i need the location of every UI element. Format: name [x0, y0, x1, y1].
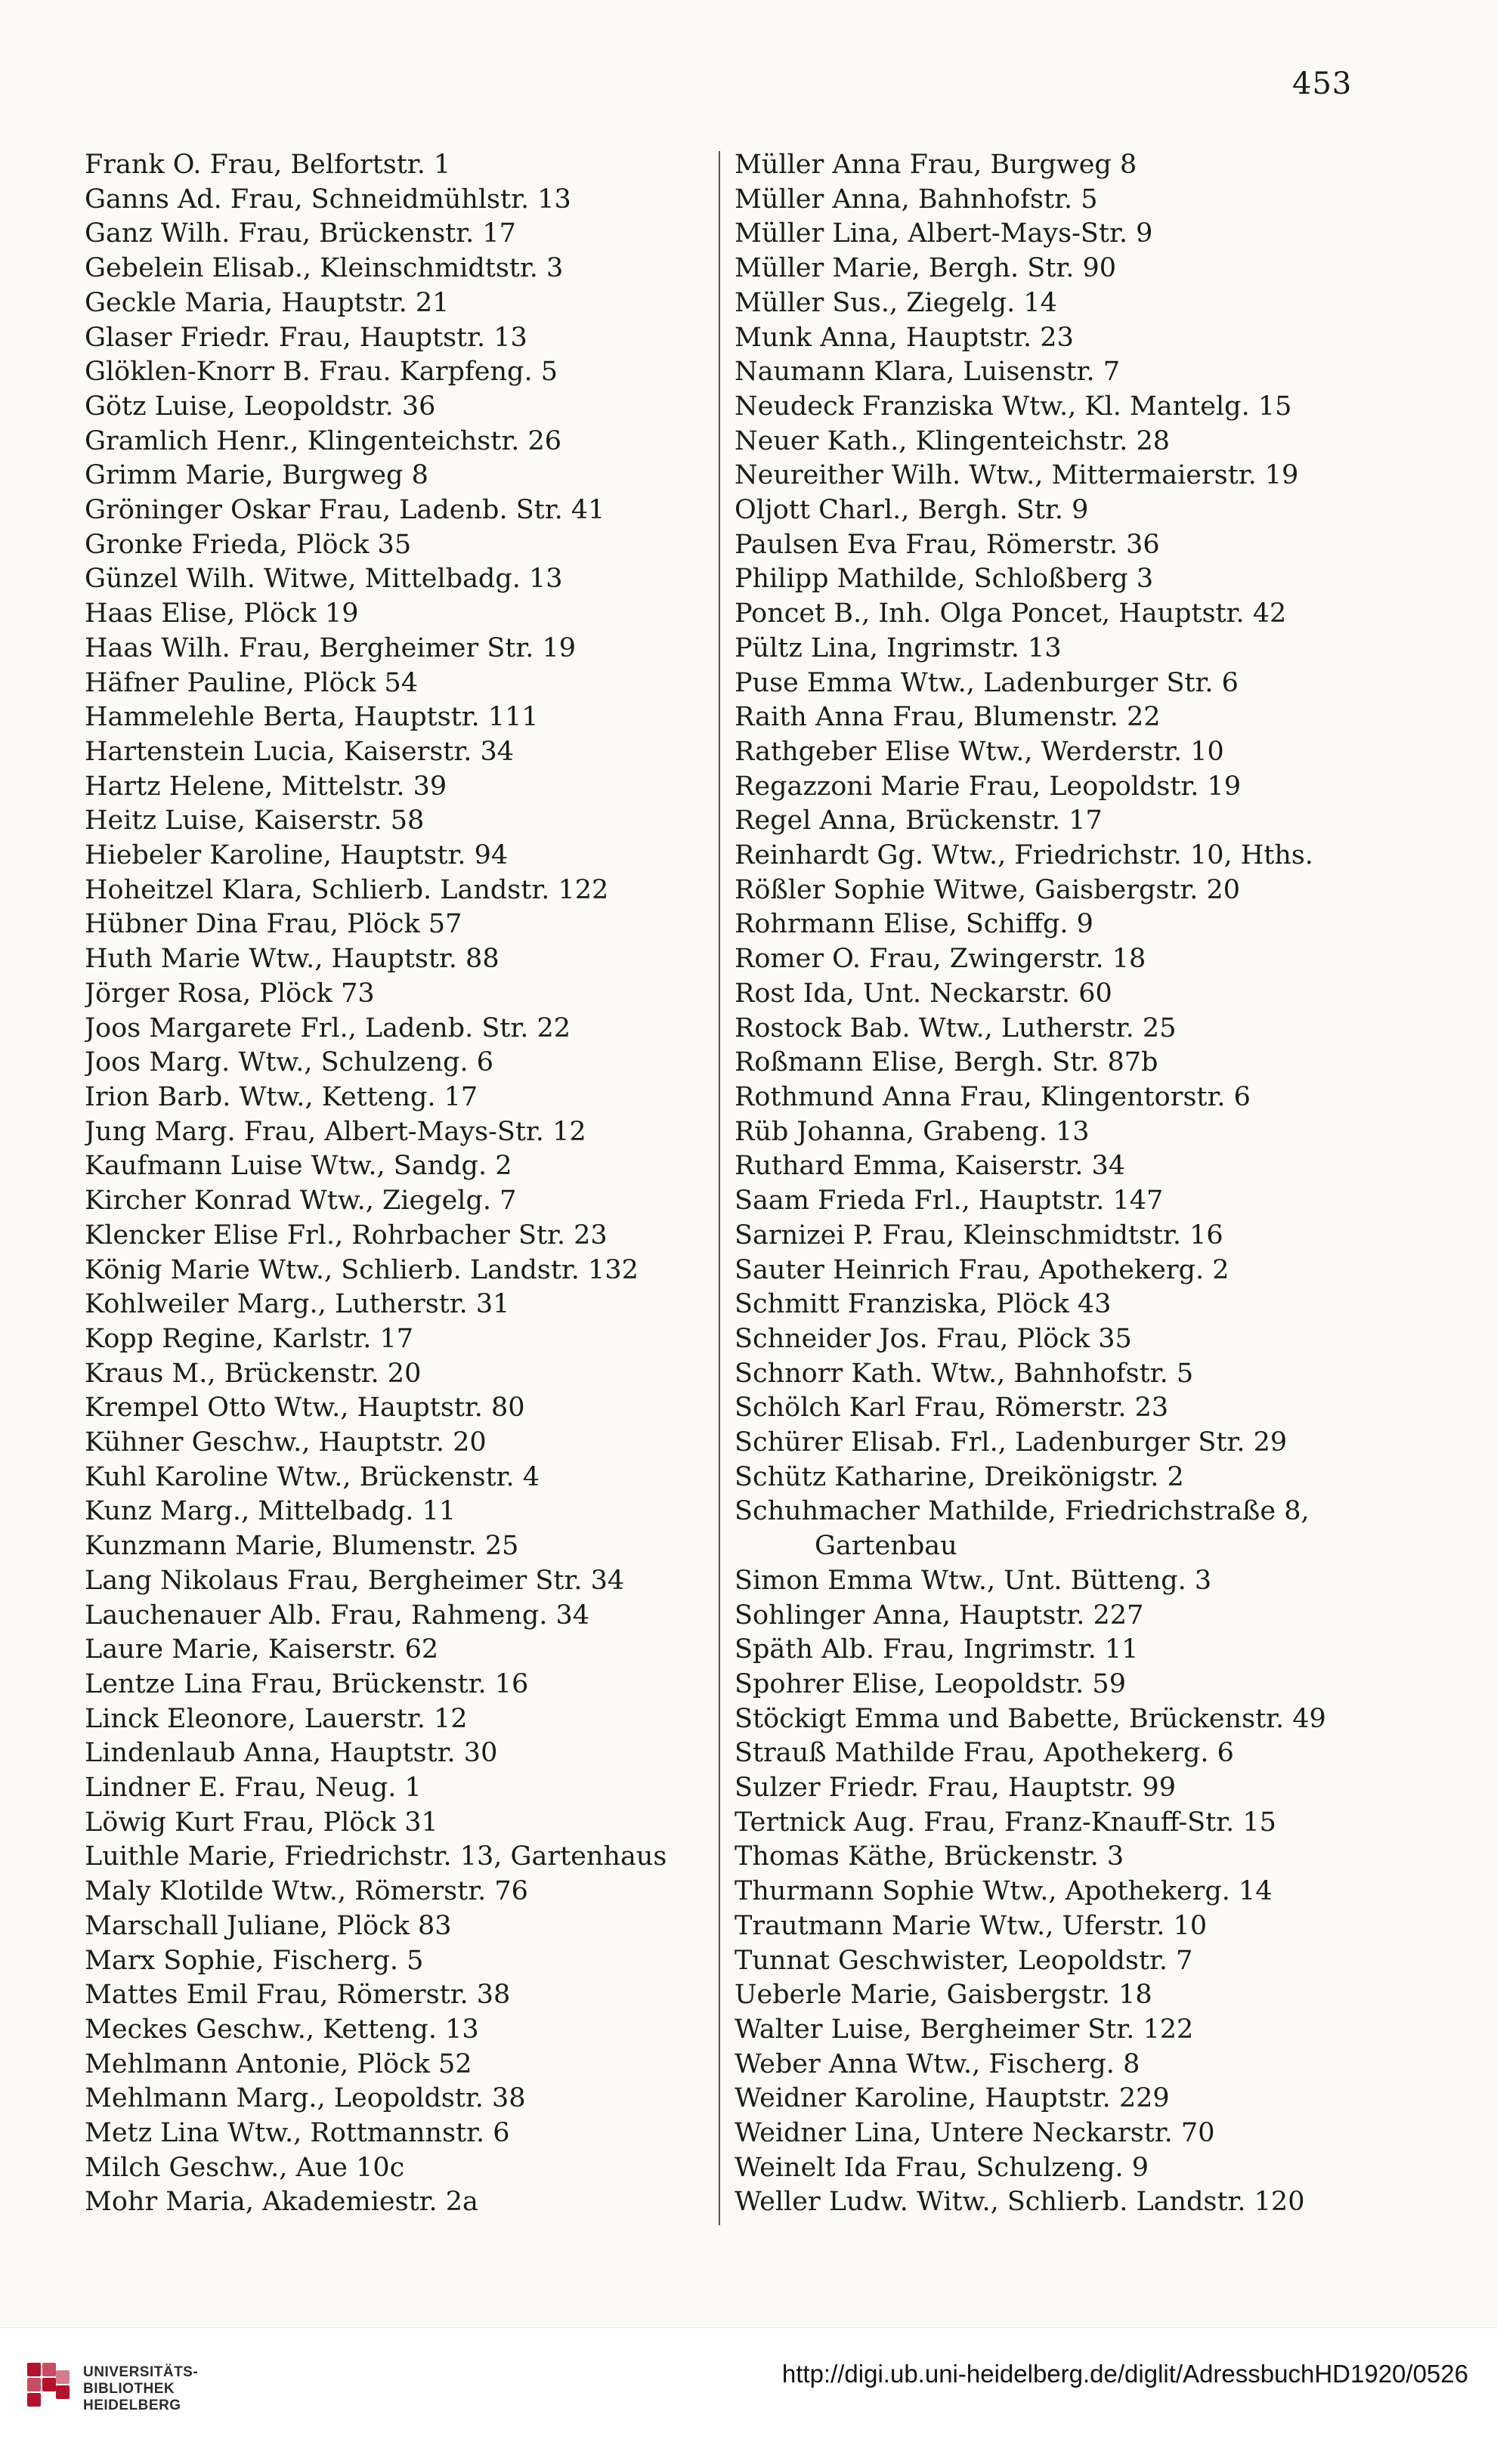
logo-line: HEIDELBERG [83, 2398, 181, 2413]
directory-entry: Kopp Regine, Karlstr. 17 [85, 1323, 414, 1354]
directory-entry: König Marie Wtw., Schlierb. Landstr. 132 [85, 1254, 639, 1285]
directory-entry: Klencker Elise Frl., Rohrbacher Str. 23 [85, 1220, 608, 1251]
logo-mark-icon [27, 2363, 70, 2416]
directory-entry: Sarnizei P. Frau, Kleinschmidtstr. 16 [735, 1220, 1223, 1251]
directory-entry: Rostock Bab. Wtw., Lutherstr. 25 [735, 1012, 1177, 1043]
directory-entry: Rohrmann Elise, Schiffg. 9 [735, 909, 1093, 940]
directory-entry: Günzel Wilh. Witwe, Mittelbadg. 13 [85, 564, 563, 595]
directory-entry: Marschall Juliane, Plöck 83 [85, 1910, 452, 1941]
directory-entry: Ueberle Marie, Gaisbergstr. 18 [735, 1980, 1152, 2011]
directory-entry: Lindenlaub Anna, Hauptstr. 30 [85, 1738, 498, 1769]
directory-entry: Weidner Karoline, Hauptstr. 229 [735, 2083, 1170, 2114]
directory-entry: Linck Eleonore, Lauerstr. 12 [85, 1703, 468, 1734]
directory-entry: Joos Margarete Frl., Ladenb. Str. 22 [85, 1012, 571, 1043]
directory-entry: Mehlmann Antonie, Plöck 52 [85, 2048, 472, 2079]
directory-entry: Ruthard Emma, Kaiserstr. 34 [735, 1151, 1125, 1182]
directory-entry: Gramlich Henr., Klingenteichstr. 26 [85, 425, 561, 456]
directory-entry: Hartenstein Lucia, Kaiserstr. 34 [85, 736, 515, 767]
directory-entry: Späth Alb. Frau, Ingrimstr. 11 [735, 1634, 1139, 1665]
directory-entry: Neuer Kath., Klingenteichstr. 28 [735, 425, 1170, 456]
directory-entry: Glöklen-Knorr B. Frau. Karpfeng. 5 [85, 357, 558, 388]
directory-entry: Rost Ida, Unt. Neckarstr. 60 [735, 978, 1112, 1009]
directory-entry: Raith Anna Frau, Blumenstr. 22 [735, 702, 1161, 733]
directory-entry: Haas Elise, Plöck 19 [85, 598, 359, 629]
directory-entry: Huth Marie Wtw., Hauptstr. 88 [85, 944, 500, 975]
directory-entry: Häfner Pauline, Plöck 54 [85, 667, 419, 698]
directory-entry: Kuhl Karoline Wtw., Brückenstr. 4 [85, 1461, 540, 1492]
directory-entry: Rathgeber Elise Wtw., Werderstr. 10 [735, 736, 1224, 767]
directory-entry: Gröninger Oskar Frau, Ladenb. Str. 41 [85, 495, 605, 526]
directory-entry: Mattes Emil Frau, Römerstr. 38 [85, 1980, 511, 2011]
directory-entry: Haas Wilh. Frau, Bergheimer Str. 19 [85, 632, 577, 663]
directory-entry: Puse Emma Wtw., Ladenburger Str. 6 [735, 667, 1239, 698]
directory-entry: Hammelehle Berta, Hauptstr. 111 [85, 702, 539, 733]
directory-entry: Götz Luise, Leopoldstr. 36 [85, 391, 436, 422]
logo-line: BIBLIOTHEK [83, 2381, 175, 2397]
directory-entry: Jung Marg. Frau, Albert-Mays-Str. 12 [85, 1116, 586, 1147]
directory-entry: Irion Barb. Wtw., Ketteng. 17 [85, 1081, 478, 1112]
directory-entry: Hartz Helene, Mittelstr. 39 [85, 771, 447, 802]
source-url[interactable]: http://digi.ub.uni-heidelberg.de/diglit/AdressbuchHD1920/0526 [781, 2360, 1468, 2388]
directory-entry: Krempel Otto Wtw., Hauptstr. 80 [85, 1393, 525, 1424]
directory-entry: Munk Anna, Hauptstr. 23 [735, 322, 1074, 353]
directory-entry: Hoheitzel Klara, Schlierb. Landstr. 122 [85, 874, 609, 905]
directory-entry: Milch Geschw., Aue 10c [85, 2152, 405, 2183]
directory-entry: Meckes Geschw., Ketteng. 13 [85, 2014, 479, 2045]
directory-entry: Metz Lina Wtw., Rottmannstr. 6 [85, 2118, 510, 2149]
directory-entry: Kunzmann Marie, Blumenstr. 25 [85, 1531, 519, 1562]
directory-entry: Frank O. Frau, Belfortstr. 1 [85, 150, 451, 180]
directory-entry: Schütz Katharine, Dreikönigstr. 2 [735, 1461, 1184, 1492]
directory-entry: Tunnat Geschwister, Leopoldstr. 7 [735, 1945, 1193, 1976]
directory-entry: Gronke Frieda, Plöck 35 [85, 529, 412, 560]
directory-entry: Schnorr Kath. Wtw., Bahnhofstr. 5 [735, 1358, 1194, 1389]
directory-entry: Schuhmacher Mathilde, Friedrichstraße 8, [735, 1496, 1310, 1527]
directory-entry: Schölch Karl Frau, Römerstr. 23 [735, 1393, 1169, 1424]
directory-entry: Laure Marie, Kaiserstr. 62 [85, 1634, 439, 1665]
directory-entry: Glaser Friedr. Frau, Hauptstr. 13 [85, 322, 527, 353]
directory-entry: Sohlinger Anna, Hauptstr. 227 [735, 1600, 1144, 1631]
directory-entry: Kunz Marg., Mittelbadg. 11 [85, 1496, 456, 1527]
directory-entry: Hiebeler Karoline, Hauptstr. 94 [85, 840, 509, 871]
directory-entry: Joos Marg. Wtw., Schulzeng. 6 [85, 1047, 494, 1078]
directory-entry: Philipp Mathilde, Schloßberg 3 [735, 564, 1154, 595]
library-logo[interactable] [27, 2363, 198, 2416]
directory-entry: Saam Frieda Frl., Hauptstr. 147 [735, 1186, 1164, 1217]
directory-entry: Hübner Dina Frau, Plöck 57 [85, 909, 462, 940]
directory-entry: Lentze Lina Frau, Brückenstr. 16 [85, 1668, 529, 1699]
directory-entry: Mehlmann Marg., Leopoldstr. 38 [85, 2083, 526, 2114]
directory-entry: Luithle Marie, Friedrichstr. 13, Gartenhaus [85, 1841, 667, 1872]
directory-entry: Sauter Heinrich Frau, Apothekerg. 2 [735, 1254, 1229, 1285]
logo-line: UNIVERSITÄTS- [83, 2364, 199, 2380]
directory-entry: Regel Anna, Brückenstr. 17 [735, 805, 1103, 836]
footer [0, 2327, 1497, 2464]
directory-entry: Neudeck Franziska Wtw., Kl. Mantelg. 15 [735, 391, 1292, 422]
directory-entry: Oljott Charl., Bergh. Str. 9 [735, 495, 1089, 526]
directory-entry: Lang Nikolaus Frau, Bergheimer Str. 34 [85, 1565, 625, 1596]
directory-entry: Schmitt Franziska, Plöck 43 [735, 1289, 1112, 1320]
directory-entry: Neureither Wilh. Wtw., Mittermaierstr. 19 [735, 460, 1299, 491]
directory-entry: Pültz Lina, Ingrimstr. 13 [735, 632, 1062, 663]
directory-entry: Kraus M., Brückenstr. 20 [85, 1358, 422, 1389]
directory-entry: Jörger Rosa, Plöck 73 [85, 978, 375, 1009]
column-divider [719, 151, 720, 2225]
directory-entry: Löwig Kurt Frau, Plöck 31 [85, 1807, 438, 1838]
directory-entry: Geckle Maria, Hauptstr. 21 [85, 287, 450, 318]
directory-entry: Kircher Konrad Wtw., Ziegelg. 7 [85, 1186, 517, 1217]
directory-entry: Müller Marie, Bergh. Str. 90 [735, 253, 1117, 284]
directory-entry: Kühner Geschw., Hauptstr. 20 [85, 1427, 487, 1458]
directory-entry: Weidner Lina, Untere Neckarstr. 70 [735, 2118, 1215, 2149]
directory-entry: Müller Anna, Bahnhofstr. 5 [735, 184, 1098, 215]
directory-entry: Thurmann Sophie Wtw., Apothekerg. 14 [735, 1876, 1273, 1907]
directory-entry: Kaufmann Luise Wtw., Sandg. 2 [85, 1151, 512, 1182]
directory-entry: Reinhardt Gg. Wtw., Friedrichstr. 10, Hths. [735, 840, 1313, 871]
directory-entry: Walter Luise, Bergheimer Str. 122 [735, 2014, 1194, 2045]
directory-entry: Müller Sus., Ziegelg. 14 [735, 287, 1057, 318]
directory-entry: Müller Anna Frau, Burgweg 8 [735, 150, 1137, 180]
directory-entry: Sulzer Friedr. Frau, Hauptstr. 99 [735, 1773, 1176, 1804]
directory-entry: Lindner E. Frau, Neug. 1 [85, 1773, 422, 1804]
logo-text [83, 2364, 198, 2414]
directory-entry: Weinelt Ida Frau, Schulzeng. 9 [735, 2152, 1149, 2183]
directory-entry: Lauchenauer Alb. Frau, Rahmeng. 34 [85, 1600, 590, 1631]
directory-entry: Gebelein Elisab., Kleinschmidtstr. 3 [85, 253, 564, 284]
directory-entry: Spohrer Elise, Leopoldstr. 59 [735, 1668, 1126, 1699]
directory-entry: Ganz Wilh. Frau, Brückenstr. 17 [85, 218, 516, 249]
directory-entry: Rothmund Anna Frau, Klingentorstr. 6 [735, 1081, 1251, 1112]
directory-entry: Tertnick Aug. Frau, Franz-Knauff-Str. 15 [735, 1807, 1276, 1838]
directory-entry: Naumann Klara, Luisenstr. 7 [735, 357, 1120, 388]
directory-entry: Schürer Elisab. Frl., Ladenburger Str. 29 [735, 1427, 1288, 1458]
directory-entry: Maly Klotilde Wtw., Römerstr. 76 [85, 1876, 528, 1907]
directory-entry: Rößler Sophie Witwe, Gaisbergstr. 20 [735, 874, 1241, 905]
directory-entry: Strauß Mathilde Frau, Apothekerg. 6 [735, 1738, 1234, 1769]
directory-entry: Stöckigt Emma und Babette, Brückenstr. 49 [735, 1703, 1326, 1734]
right-column [735, 148, 1362, 2220]
directory-entry: Ganns Ad. Frau, Schneidmühlstr. 13 [85, 184, 571, 215]
directory-entry: Roßmann Elise, Bergh. Str. 87b [735, 1047, 1158, 1078]
directory-entry: Marx Sophie, Fischerg. 5 [85, 1945, 424, 1976]
directory-entry: Weller Ludw. Witw., Schlierb. Landstr. 120 [735, 2187, 1305, 2218]
directory-entry: Simon Emma Wtw., Unt. Bütteng. 3 [735, 1565, 1212, 1596]
directory-entry: Müller Lina, Albert-Mays-Str. 9 [735, 218, 1153, 249]
directory-entry: Heitz Luise, Kaiserstr. 58 [85, 805, 425, 836]
directory-entry: Trautmann Marie Wtw., Uferstr. 10 [735, 1910, 1208, 1941]
directory-entry: Mohr Maria, Akademiestr. 2a [85, 2187, 478, 2218]
page-number: 453 [1292, 66, 1353, 101]
directory-entry: Poncet B., Inh. Olga Poncet, Hauptstr. 42 [735, 598, 1287, 629]
directory-entry: Thomas Käthe, Brückenstr. 3 [735, 1841, 1124, 1872]
left-column [85, 148, 712, 2220]
directory-entry: Rüb Johanna, Grabeng. 13 [735, 1116, 1090, 1147]
directory-entry: Grimm Marie, Burgweg 8 [85, 460, 428, 491]
directory-entry: Gartenbau [815, 1531, 957, 1562]
directory-entry: Schneider Jos. Frau, Plöck 35 [735, 1323, 1132, 1354]
directory-entry: Regazzoni Marie Frau, Leopoldstr. 19 [735, 771, 1242, 802]
directory-entry: Weber Anna Wtw., Fischerg. 8 [735, 2048, 1140, 2079]
directory-entry: Paulsen Eva Frau, Römerstr. 36 [735, 529, 1160, 560]
directory-entry: Romer O. Frau, Zwingerstr. 18 [735, 944, 1146, 975]
directory-entry: Kohlweiler Marg., Lutherstr. 31 [85, 1289, 510, 1320]
